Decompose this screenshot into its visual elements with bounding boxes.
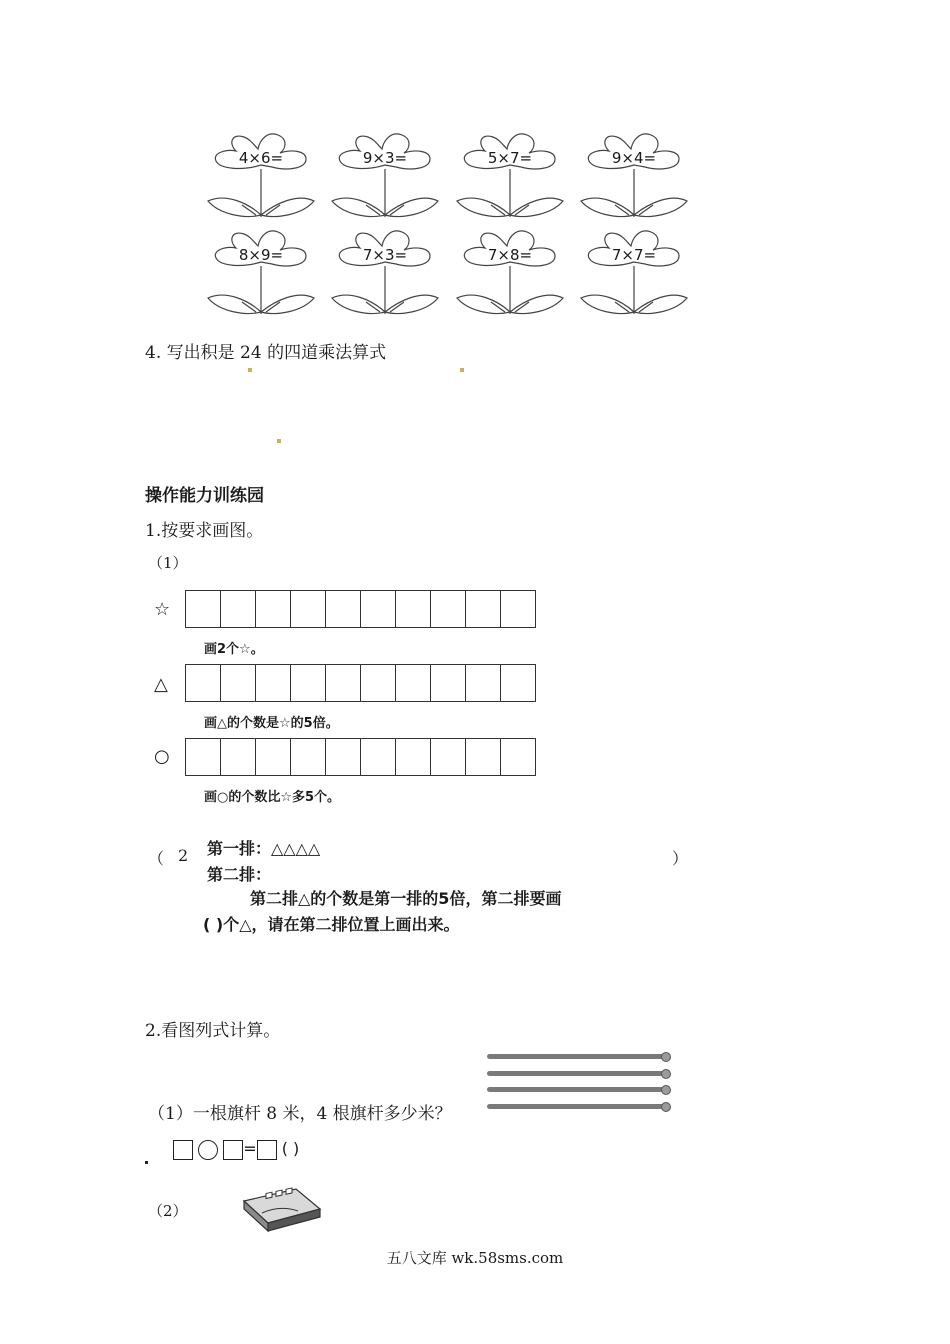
decor-dot <box>460 368 464 372</box>
flower-problem[interactable] <box>326 127 444 219</box>
drawing-grid-circle[interactable] <box>185 738 536 776</box>
decor-dot <box>248 368 252 372</box>
flower-equation: 4×6= <box>238 149 284 167</box>
flower-problem[interactable] <box>451 127 569 219</box>
grid-caption: 画2个☆。 <box>204 642 264 657</box>
flower-equation: 7×3= <box>362 246 408 264</box>
flower-problem[interactable] <box>575 127 693 219</box>
part-2-number: 2 <box>178 846 189 865</box>
row-2-text: 第二排： <box>207 865 272 884</box>
question-1-title: 1.按要求画图。 <box>145 521 264 541</box>
answer-paren: ( ) <box>281 1139 300 1158</box>
operator-circle[interactable] <box>198 1140 218 1160</box>
flower-icon <box>326 224 444 316</box>
decor-dot <box>277 439 281 443</box>
flower-problem[interactable] <box>451 224 569 316</box>
flagpole <box>487 1104 667 1109</box>
flower-problem[interactable] <box>326 224 444 316</box>
decor-dot <box>145 1161 148 1164</box>
part-2-open: （ <box>148 849 165 868</box>
row-1-text: 第一排：△△△△ <box>207 839 321 858</box>
drawing-grid-triangle[interactable] <box>185 664 536 702</box>
triangle-icon: △ <box>154 674 168 695</box>
flower-icon <box>451 127 569 219</box>
flower-equation: 9×4= <box>611 149 657 167</box>
question-2-part-2-label: （2） <box>148 1202 188 1220</box>
circle-icon: ○ <box>154 746 170 767</box>
flower-problem[interactable] <box>202 127 320 219</box>
flagpole <box>487 1087 667 1092</box>
flagpole <box>487 1054 667 1059</box>
part-1-label: （1） <box>148 554 188 572</box>
flower-icon <box>202 224 320 316</box>
instruction-line-2: ( )个△，请在第二排位置上画出来。 <box>203 915 460 934</box>
grid-caption: 画○的个数比☆多5个。 <box>204 790 341 805</box>
star-icon: ☆ <box>154 599 171 620</box>
answer-box[interactable] <box>257 1140 277 1160</box>
answer-box[interactable] <box>223 1140 243 1160</box>
flower-equation: 8×9= <box>238 246 284 264</box>
flower-icon <box>326 127 444 219</box>
section-title: 操作能力训练园 <box>145 486 264 506</box>
grid-caption: 画△的个数是☆的5倍。 <box>204 716 339 731</box>
flower-problem[interactable] <box>575 224 693 316</box>
flower-equation: 9×3= <box>362 149 408 167</box>
flower-icon <box>202 127 320 219</box>
answer-box[interactable] <box>173 1140 193 1160</box>
equation-template[interactable] <box>173 1139 299 1160</box>
instruction-line-1: 第二排△的个数是第一排的5倍，第二排要画 <box>250 889 562 908</box>
footer-watermark: 五八文库 wk.58sms.com <box>386 1249 564 1267</box>
book-illustration <box>240 1187 324 1235</box>
question-2-title: 2.看图列式计算。 <box>145 1021 281 1041</box>
flower-problem[interactable] <box>202 224 320 316</box>
flower-icon <box>451 224 569 316</box>
flower-equation: 5×7= <box>487 149 533 167</box>
question-2-part-1: （1）一根旗杆 8 米，4 根旗杆多少米？ <box>148 1104 452 1124</box>
equals-sign: = <box>243 1139 257 1158</box>
drawing-grid-star[interactable] <box>185 590 536 628</box>
flagpole <box>487 1071 667 1076</box>
flower-icon <box>575 127 693 219</box>
flower-equation: 7×8= <box>487 246 533 264</box>
question-4: 4. 写出积是 24 的四道乘法算式 <box>145 343 387 363</box>
flower-equation: 7×7= <box>611 246 657 264</box>
flower-icon <box>575 224 693 316</box>
part-2-close: ） <box>672 849 689 868</box>
